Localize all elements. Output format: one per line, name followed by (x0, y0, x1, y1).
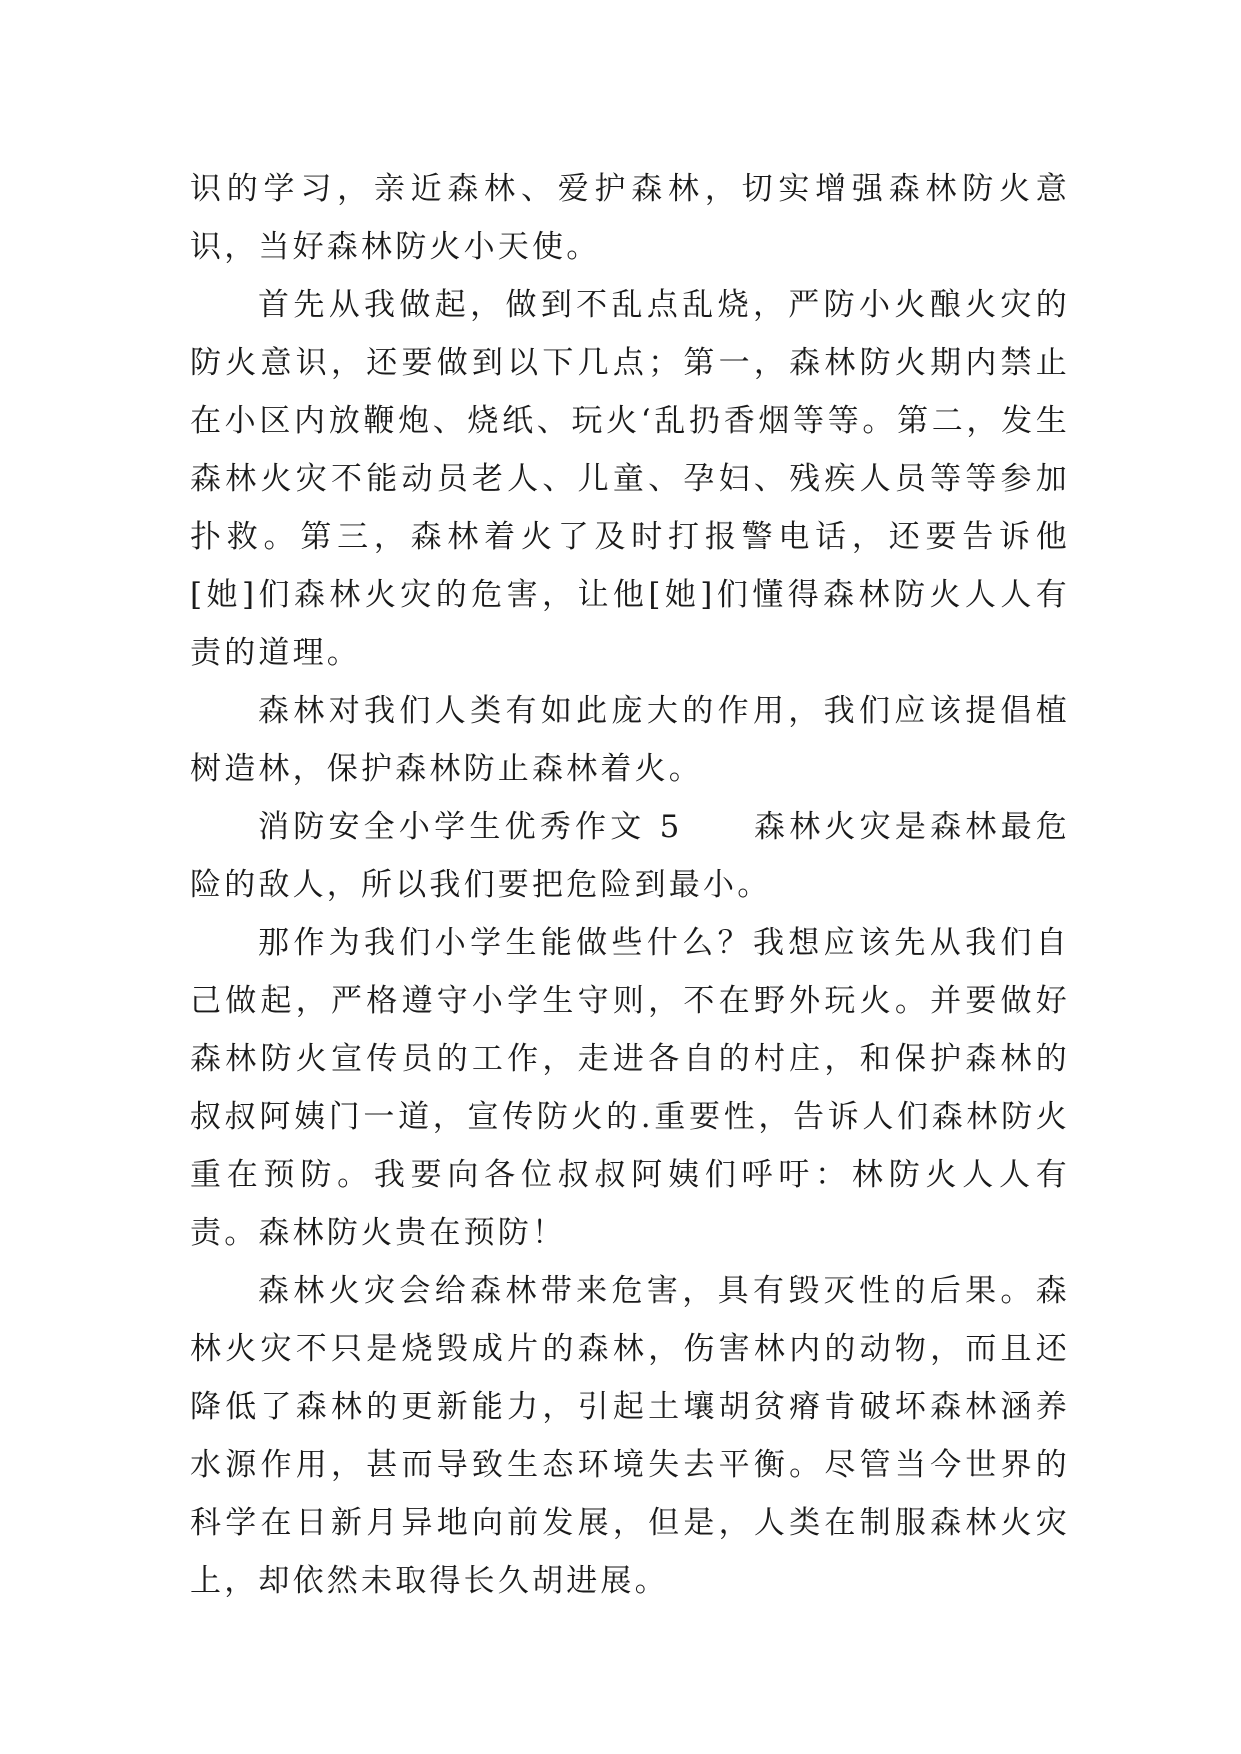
paragraph-1: 识的学习，亲近森林、爱护森林，切实增强森林防火意识，当好森林防火小天使。 (190, 171, 1070, 265)
paragraph-2: 首先从我做起，做到不乱点乱烧，严防小火酿火灾的防火意识，还要做到以下几点；第一，森林防火期内禁止在小区内放鞭炮、烧纸、玩火‘乱扔香烟等等。第二，发生森林火灾不能动员老人、儿童、孕妇、残疾人员等等参加扑救。第三，森林着火了及时打报警电话，还要告诉他[她]们森林火灾的危害，让他[她]们懂得森林防火人人有责的道理。 (190, 287, 1070, 671)
paragraph-4: 消防安全小学生优秀作文 5 森林火灾是森林最危险的敌人，所以我们要把危险到最小。 (190, 809, 1070, 903)
document-body (190, 160, 1070, 1610)
paragraph-5: 那作为我们小学生能做些什么？我想应该先从我们自己做起，严格遵守小学生守则，不在野外玩火。并要做好森林防火宣传员的工作，走进各自的村庄，和保护森林的叔叔阿姨门一道，宣传防火的.重要性，告诉人们森林防火重在预防。我要向各位叔叔阿姨们呼吁：林防火人人有责。森林防火贵在预防！ (190, 925, 1070, 1251)
paragraph-3: 森林对我们人类有如此庞大的作用，我们应该提倡植树造林，保护森林防止森林着火。 (190, 693, 1070, 787)
paragraph-6: 森林火灾会给森林带来危害，具有毁灭性的后果。森林火灾不只是烧毁成片的森林，伤害林内的动物，而且还降低了森林的更新能力，引起土壤胡贫瘠肯破坏森林涵养水源作用，甚而导致生态环境失去平衡。尽管当今世界的科学在日新月异地向前发展，但是，人类在制服森林火灾上，却依然未取得长久胡进展。 (190, 1273, 1070, 1599)
